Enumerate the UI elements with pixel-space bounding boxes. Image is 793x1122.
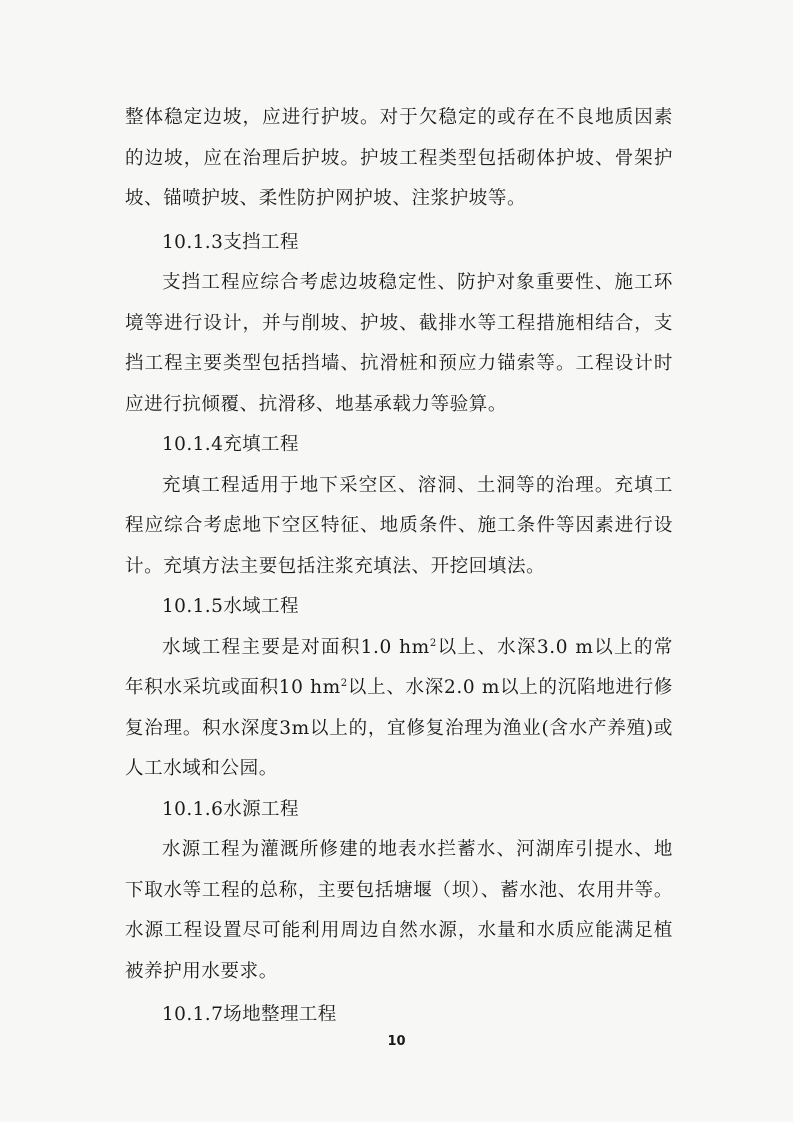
section-heading-10-1-6: 10.1.6水源工程	[162, 798, 299, 820]
water-area-text-part-2: 以上、水深3.0 m以上的常年积水采坑或面积10 hm	[125, 636, 673, 698]
paragraph-water-source-works: 水源工程为灌溉所修建的地表水拦蓄水、河湖库引提水、地下取水等工程的总称，主要包括塘堰（坝）、蓄水池、农用井等。水源工程设置尽可能利用周边自然水源，水量和水质应能满足植被养护用水要求。	[125, 839, 673, 982]
page-body	[125, 98, 673, 1036]
section-heading-10-1-5: 10.1.5水域工程	[162, 596, 299, 617]
water-area-text-part-1: 水域工程主要是对面积1.0 hm	[162, 636, 430, 658]
page-number: 10	[387, 1034, 406, 1049]
paragraph-filling-works: 充填工程适用于地下采空区、溶洞、土洞等的治理。充填工程应综合考虑地下空区特征、地质条件、施工条件等因素进行设计。充填方法主要包括注浆充填法、开挖回填法。	[125, 474, 673, 577]
section-heading-10-1-3: 10.1.3支挡工程	[162, 231, 299, 253]
paragraph-water-area-works	[125, 628, 673, 790]
paragraph-retaining-works: 支挡工程应综合考虑边坡稳定性、防护对象重要性、施工环境等进行设计，并与削坡、护坡、截排水等工程措施相结合，支挡工程主要类型包括挡墙、抗滑桩和预应力锚索等。工程设计时应进行抗倾覆、抗滑移、地基承载力等验算。	[125, 272, 673, 415]
superscript-2-first: 2	[429, 637, 437, 649]
section-heading-10-1-7: 10.1.7场地整理工程	[162, 1004, 337, 1025]
section-heading-10-1-4: 10.1.4充填工程	[162, 434, 299, 455]
paragraph-slope-protection: 整体稳定边坡，应进行护坡。对于欠稳定的或存在不良地质因素的边坡，应在治理后护坡。护坡工程类型包括砌体护坡、骨架护坡、锚喷护坡、柔性防护网护坡、注浆护坡等。	[125, 107, 673, 209]
superscript-2-second: 2	[340, 677, 348, 689]
water-area-text-part-3: 以上、水深2.0 m以上的沉陷地进行修复治理。积水深度3m以上的，宜修复治理为渔业(含水产养殖)或人工水域和公园。	[125, 677, 673, 779]
